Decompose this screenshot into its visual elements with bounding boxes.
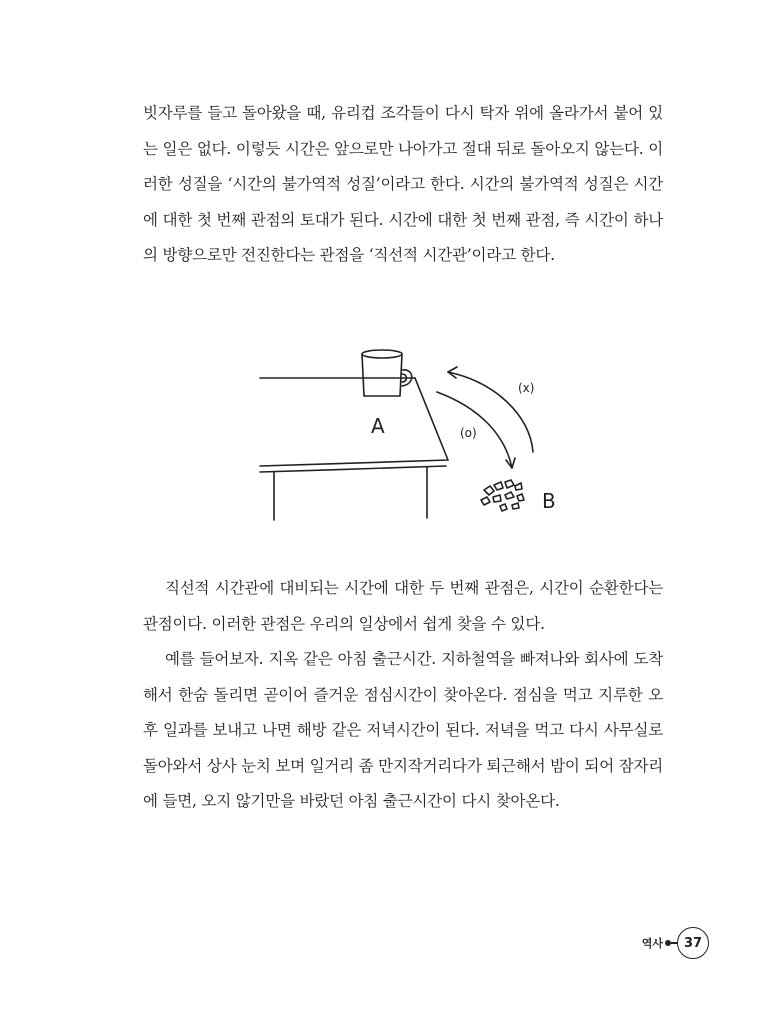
glass-shard (484, 486, 494, 495)
label-wrong: (x) (518, 381, 535, 395)
footer-connector (665, 940, 677, 946)
page-footer (642, 926, 709, 960)
glass-shard (481, 497, 490, 505)
glass-shard (517, 494, 524, 501)
glass-shard (505, 492, 514, 499)
cup-rim (362, 350, 402, 358)
label-a: A (371, 414, 385, 438)
page-number: 37 (683, 935, 703, 951)
cup-body (362, 354, 402, 396)
table-front-edge (260, 460, 448, 466)
paragraph-3: 예를 들어보자. 지옥 같은 아침 출근시간. 지하철역을 빠져나와 회사에 도착해서 한숨 돌리면 곧이어 즐거운 점심시간이 찾아온다. 점심을 먹고 지루한 오후 일과를 보내고 나면 해방 같은 저녁시간이 된다. 저녁을 먹고 다시 사무실로 돌아와서 상사 눈치 보며 일거리 좀 만지작거리다가 퇴근해서 밤이 되어 잠자리에 들면, 오지 않기만을 바랐던 아침 출근시간이 다시 찾아온다. (143, 650, 664, 810)
page-number-badge (677, 927, 709, 959)
glass-shard (505, 480, 514, 488)
illustration-svg (250, 340, 580, 530)
label-b: B (542, 489, 556, 513)
glass-shard (493, 495, 501, 502)
paragraph-1: 빗자루를 들고 돌아왔을 때, 유리컵 조각들이 다시 탁자 위에 올라가서 붙어 있는 일은 없다. 이렇듯 시간은 앞으로만 나아가고 절대 뒤로 돌아오지 않는다. 이러한 성질을 ‘시간의 불가역적 성질’이라고 한다. 시간의 불가역적 성질은 시간에 대한 첫 번째 관점의 토대가 된다. 시간에 대한 첫 번째 관점, 즉 시간이 하나의 방향으로만 전진한다는 관점을 ‘직선적 시간관’이라고 한다. (143, 104, 663, 264)
glass-shard (515, 483, 522, 490)
glass-shard (494, 482, 503, 490)
section-label: 역사 (641, 937, 663, 950)
table-side-edge (415, 378, 448, 460)
glass-shard (500, 504, 507, 511)
table-front-edge-lower (260, 466, 446, 472)
cup-on-table-illustration (250, 340, 580, 530)
glass-shard (512, 503, 519, 509)
paragraph-2: 직선적 시간관에 대비되는 시간에 대한 두 번째 관점은, 시간이 순환한다는 관점이다. 이러한 관점은 우리의 일상에서 쉽게 찾을 수 있다. (143, 579, 663, 633)
label-correct: (o) (460, 426, 477, 440)
